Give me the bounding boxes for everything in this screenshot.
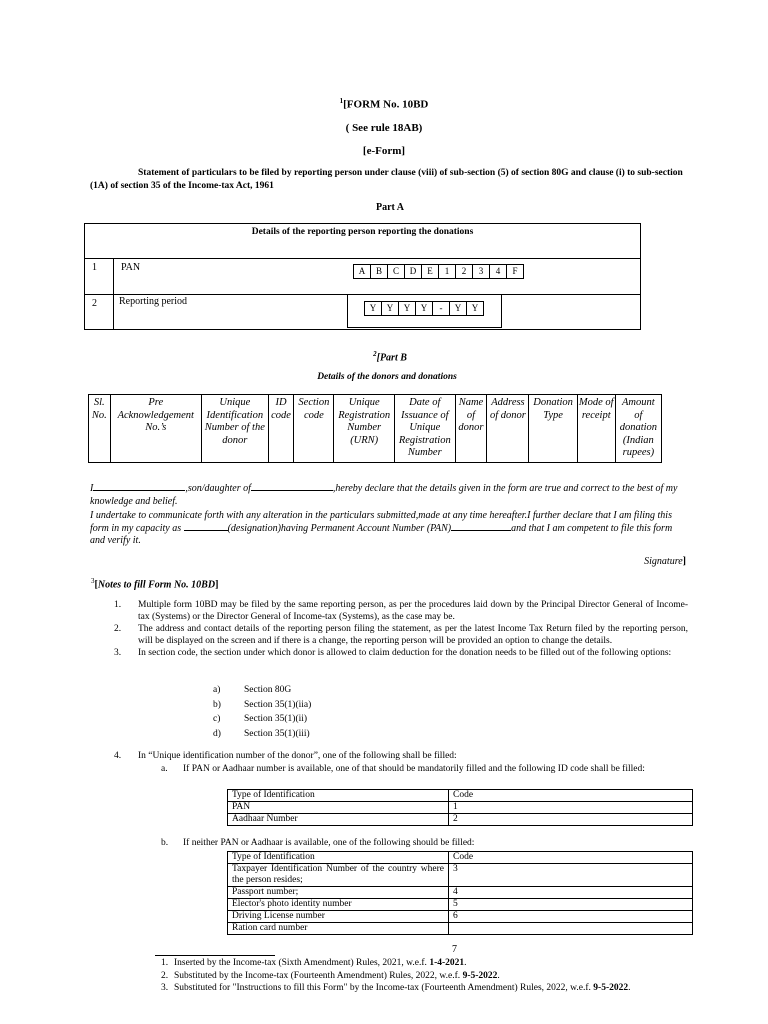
col-section-code: Section code xyxy=(294,395,334,463)
footnote-ref-2: 2 xyxy=(373,350,377,358)
declaration-1: I ,son/daughter of ,hereby declare that the details given in the form are true and correct to the best of my knowledge and belief. xyxy=(90,483,678,507)
divider xyxy=(113,258,114,329)
note-item-4: 4. In “Unique identification number of the donor”, one of the following shall be filled: xyxy=(114,751,457,761)
reporting-period-boxes[interactable]: Y Y Y Y - Y Y xyxy=(365,298,484,316)
option-item: a) Section 80G xyxy=(213,685,292,695)
footnote-ref-3: 3 xyxy=(91,577,95,585)
col-mode: Mode of receipt xyxy=(577,395,615,463)
col-urn-date: Date of Issuance of Unique Registration Number xyxy=(394,395,455,463)
col-id-code: ID code xyxy=(268,395,294,463)
notes-list xyxy=(114,600,688,660)
footnote: 1. Inserted by the Income-tax (Sixth Amendment) Rules, 2021, w.e.f. 1-4-2021. xyxy=(161,958,467,968)
part-a-title: Part A xyxy=(375,202,405,213)
pan-blank[interactable] xyxy=(451,530,511,531)
footnote-rule xyxy=(155,955,275,956)
col-donor-name: Name of donor xyxy=(455,395,487,463)
designation-blank[interactable] xyxy=(184,530,228,531)
col-uin: Unique Identification Number of the donor xyxy=(201,395,268,463)
name-blank[interactable] xyxy=(93,490,185,491)
statement: Statement of particulars to be filed by reporting person under clause (viii) of sub-section (5) of section 80G and clause (i) to sub-section (1A) of section 35 of the Income-tax Act, 1961 xyxy=(90,168,683,191)
donors-table xyxy=(88,394,662,463)
form-title: $^1$[FORM No. 10BD xyxy=(339,97,429,111)
signature: Signature] xyxy=(644,556,686,567)
row-number: 1 xyxy=(92,262,97,273)
note-item: 2. The address and contact details of the reporting person filing the statement, as per the latest Income Tax Return filed by the reporting person, will be displayed on the screen and if there is a change, the reporting person will be provided an option to change the details. xyxy=(114,624,688,646)
part-b-subtitle: Details of the donors and donations xyxy=(317,372,457,382)
col-donor-address: Address of donor xyxy=(487,395,529,463)
id-code-table-b: Type of Identification Code Taxpayer Identification Number of the country where the person resides; 3 Passport number; 4 Elector's photo identity number 5 Driving License number 6 Ration card number xyxy=(227,851,693,935)
declaration-2: I undertake to communicate forth with any alteration in the particulars submitted,made at any time hereafter.I further declare that I am filing this form in my capacity as (designation)having Permanent Account Number (PAN) and that I am competent to file this form and verify it. xyxy=(90,510,673,546)
col-amount: Amount of donation (Indian rupees) xyxy=(615,395,661,463)
notes-title: $^3$[Notes to fill Form No. 10BD] xyxy=(91,577,219,591)
divider xyxy=(85,258,640,259)
rule-reference: ( See rule 18AB) xyxy=(345,122,423,134)
footnotes xyxy=(161,957,630,995)
option-item: c) Section 35(1)(ii) xyxy=(213,714,308,724)
eform-label: [e-Form] xyxy=(362,145,406,157)
footnote: 2. Substituted by the Income-tax (Fourteenth Amendment) Rules, 2022, w.e.f. 9-5-2022. xyxy=(161,970,500,981)
option-item: d) Section 35(1)(iii) xyxy=(213,728,310,739)
pan-boxes[interactable]: A B C D E 1 2 3 4 F xyxy=(354,261,524,279)
col-pre-ack: Pre Acknowledgement No.’s xyxy=(110,395,201,463)
note-sub-b: b. If neither PAN or Aadhaar is available, one of the following should be filled: xyxy=(161,838,475,848)
part-a-table-title: Details of the reporting person reporting the donations xyxy=(251,227,474,237)
footnote-ref-1: 1 xyxy=(339,97,344,105)
part-b-title: $^2$[Part B xyxy=(373,350,407,364)
col-sl-no: Sl. No. xyxy=(89,395,111,463)
footnote: 3. Substituted for "Instructions to fill this Form" by the Income-tax (Fourteenth Amendment) Rules, 2022, w.e.f. 9-5-2022. xyxy=(161,983,631,993)
pan-label: PAN xyxy=(121,262,141,273)
parent-name-blank[interactable] xyxy=(251,490,333,491)
col-urn: Unique Registration Number (URN) xyxy=(334,395,395,463)
note-sub-a: a. If PAN or Aadhaar number is available, one of that should be mandatorily filled and the following ID code shall be filled: xyxy=(161,764,645,774)
id-code-table-a: Type of Identification Code PAN 1 Aadhaar Number 2 xyxy=(227,789,693,826)
section-options xyxy=(213,683,311,741)
page-number: 7 xyxy=(452,944,457,955)
note-item: 1. Multiple form 10BD may be filed by the same reporting person, as per the procedures laid down by the Principal Director General of Income-tax (Systems) or the Director General of Income-tax (Systems), as the case may be. xyxy=(114,600,688,622)
reporting-period-label: Reporting period xyxy=(119,296,188,307)
note-item: 3. In section code, the section under which donor is allowed to claim deduction for the donation needs to be filled out of the following options: xyxy=(114,648,672,658)
part-a-table xyxy=(84,223,641,330)
col-donation-type: Donation Type xyxy=(529,395,577,463)
option-item: b) Section 35(1)(iia) xyxy=(213,699,312,710)
row-number: 2 xyxy=(92,298,97,309)
